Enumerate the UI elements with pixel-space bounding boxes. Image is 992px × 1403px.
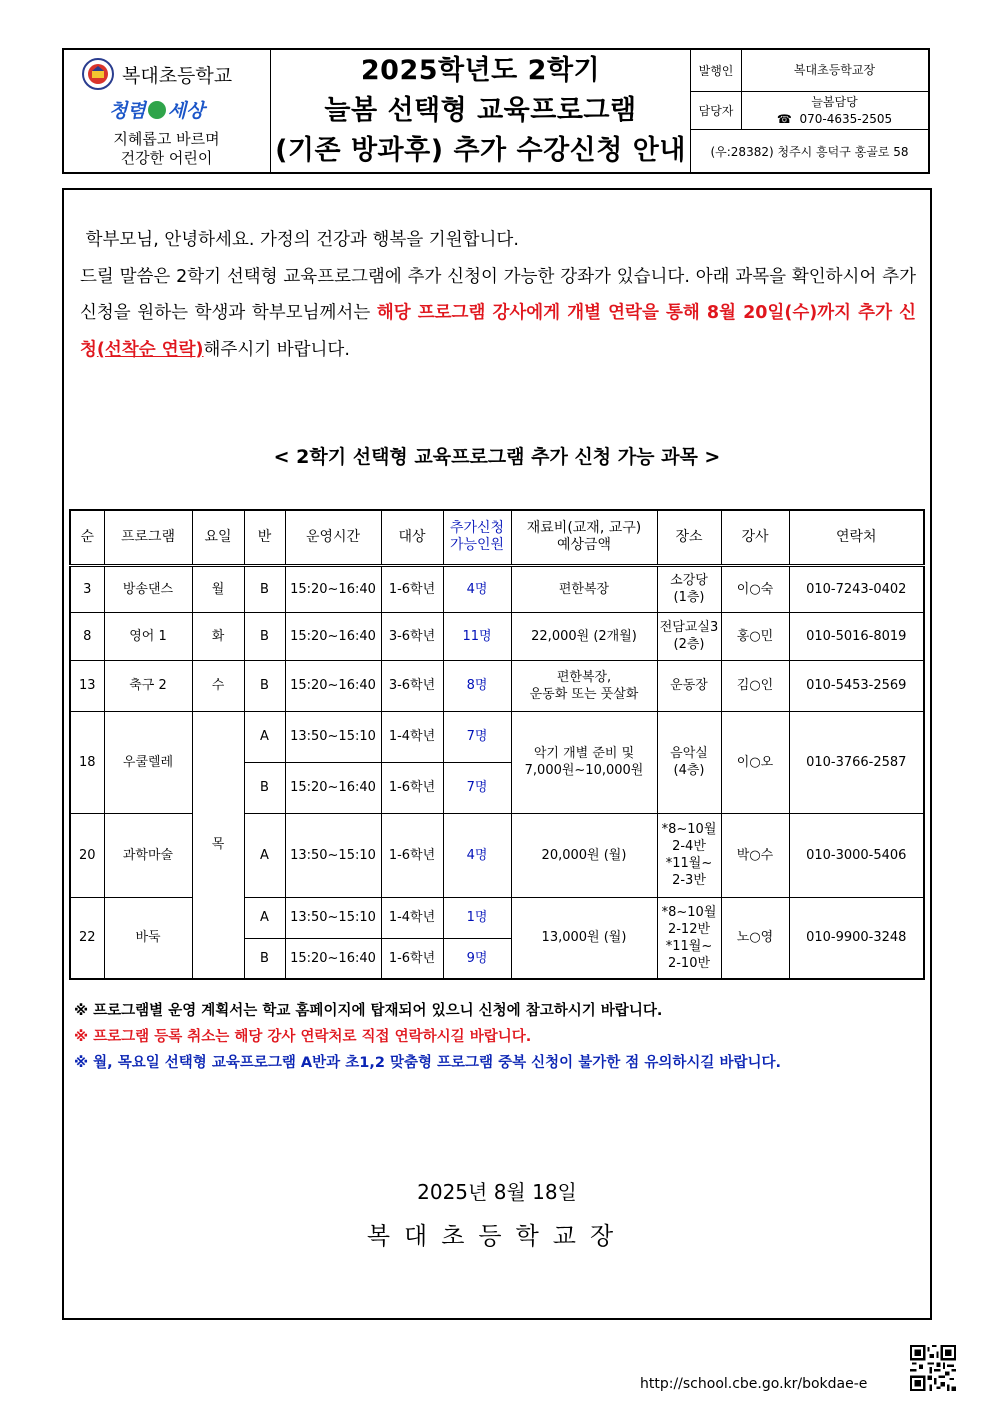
title-line-2: 늘봄 선택형 교육프로그램 [324,95,637,126]
cell-program: 바둑 [104,897,192,979]
integrity-slogan-logo [109,96,204,123]
cell-class: A [244,711,285,762]
cell-capacity: 4명 [443,565,511,612]
cell-phone: 010-7243-0402 [789,565,924,612]
col-class: 반 [244,510,285,565]
contact-value [741,92,928,129]
cell-time: 15:20~16:40 [285,612,381,660]
school-name: 복대초등학교 [122,65,233,87]
col-time: 운영시간 [285,510,381,565]
cell-target: 1-4학년 [381,711,443,762]
cell-time: 15:20~16:40 [285,938,381,979]
col-capacity: 추가신청 가능인원 [443,510,511,565]
school-logo-block [64,50,271,172]
title-line-3: (기존 방과후) 추가 수강신청 안내 [275,135,686,166]
greeting-text: 학부모님, 안녕하세요. 가정의 건강과 행복을 기원합니다. [85,230,519,250]
cell-capacity: 8명 [443,660,511,711]
issue-date: 2025년 8월 18일 [417,1180,577,1204]
cell-fee: 편한복장, 운동화 또는 풋살화 [511,660,657,711]
cell-class: B [244,938,285,979]
cell-teacher: 홍○민 [721,612,789,660]
slogan-word-2: 세상 [167,100,205,122]
cell-phone: 010-5453-2569 [789,660,924,711]
cell-no: 18 [70,711,104,813]
cell-place: *8~10월 2-4반 *11월~ 2-3반 [657,813,721,897]
col-teacher: 강사 [721,510,789,565]
cell-day: 월 [192,565,244,612]
cell-target: 1-6학년 [381,938,443,979]
cell-no: 3 [70,565,104,612]
cell-teacher: 이○숙 [721,565,789,612]
note-duplicate: ※ 월, 목요일 선택형 교육프로그램 A반과 초1,2 맞춤형 프로그램 중복 신청이 불가한 점 유의하시길 바랍니다. [74,1055,781,1071]
cell-time: 13:50~15:10 [285,897,381,938]
cell-fee: 악기 개별 준비 및 7,000원~10,000원 [511,711,657,813]
motto-line-2: 건강한 어린이 [120,149,213,167]
col-program: 프로그램 [104,510,192,565]
cell-day: 수 [192,660,244,711]
cell-target: 1-6학년 [381,762,443,813]
col-phone: 연락처 [789,510,924,565]
cell-teacher: 이○오 [721,711,789,813]
qr-code-icon[interactable] [910,1345,956,1391]
cell-class: A [244,813,285,897]
cell-time: 15:20~16:40 [285,660,381,711]
intro-text [80,222,916,368]
cell-day: 목 [192,711,244,979]
cell-capacity: 1명 [443,897,511,938]
cell-fee: 13,000원 (월) [511,897,657,979]
cell-program: 영어 1 [104,612,192,660]
cell-target: 1-4학년 [381,897,443,938]
document-header [62,48,930,174]
cell-phone: 010-5016-8019 [789,612,924,660]
cell-time: 13:50~15:10 [285,813,381,897]
contact-phone: 070-4635-2505 [799,111,893,126]
col-no: 순 [70,510,104,565]
phone-icon: ☎ [776,111,792,126]
publisher-row [691,50,928,92]
intro-highlight: 해당 프로그램 강사에게 개별 연락을 통해 8월 20일(수)까지 추가 신청 [80,303,917,360]
cell-place: *8~10월 2-12반 *11월~ 2-10반 [657,897,721,979]
table-row [70,565,924,612]
cell-class: A [244,897,285,938]
cell-class: B [244,762,285,813]
cell-place: 운동장 [657,660,721,711]
cell-phone: 010-3766-2587 [789,711,924,813]
notice-notes [74,998,924,1076]
table-row [70,660,924,711]
cell-capacity: 4명 [443,813,511,897]
school-homepage-url[interactable]: http://school.cbe.go.kr/bokdae-e [640,1376,868,1392]
cell-time: 13:50~15:10 [285,711,381,762]
publisher-label: 발행인 [691,50,742,91]
cell-class: B [244,565,285,612]
school-emblem-icon [82,58,114,90]
intro-highlight-first-come: (선착순 연락) [96,339,204,360]
cell-teacher: 김○인 [721,660,789,711]
school-motto [64,130,269,168]
col-day: 요일 [192,510,244,565]
cell-no: 13 [70,660,104,711]
cell-program: 과학마술 [104,813,192,897]
cell-phone: 010-3000-5406 [789,813,924,897]
cell-no: 22 [70,897,104,979]
cell-program: 방송댄스 [104,565,192,612]
cell-program: 축구 2 [104,660,192,711]
slogan-word-1: 청렴 [109,100,146,122]
intro-paragraph [80,259,916,369]
contact-row [691,92,928,130]
table-row [70,612,924,660]
table-row [70,711,924,762]
cell-place: 전담교실3 (2층) [657,612,721,660]
cell-teacher: 박○수 [721,813,789,897]
document-title [271,50,691,172]
note-cancellation: ※ 프로그램 등록 취소는 해당 강사 연락처로 직접 연락하시길 바랍니다. [74,1029,532,1045]
intro-text-start: 드릴 말씀은 2학기 선택형 교육프로그램에 추가 신청이 가능한 강좌가 있습니다. 아래 과목을 확인하시어 추가 신청을 원하는 학생과 학부모님께서는 [80,266,916,323]
cell-capacity: 7명 [443,711,511,762]
slogan-dot-icon [148,101,166,119]
publisher-value: 복대초등학교장 [793,63,876,77]
cell-place: 소강당 (1층) [657,565,721,612]
cell-time: 15:20~16:40 [285,762,381,813]
cell-no: 20 [70,813,104,897]
table-header-row [70,510,924,565]
cell-day: 화 [192,612,244,660]
note-homepage: ※ 프로그램별 운영 계획서는 학교 홈페이지에 탑재되어 있으니 신청에 참고하시기 바랍니다. [74,1003,663,1019]
greeting-line [80,222,916,259]
cell-capacity: 7명 [443,762,511,813]
cell-teacher: 노○영 [721,897,789,979]
cell-fee: 22,000원 (2개월) [511,612,657,660]
program-table [69,509,925,980]
cell-time: 15:20~16:40 [285,565,381,612]
col-place: 장소 [657,510,721,565]
contact-phone-line [777,111,892,128]
principal-signature: 복대초등학교장 [366,1222,628,1250]
intro-text-end: 해주시기 바랍니다. [203,339,350,360]
cell-target: 3-6학년 [381,660,443,711]
cell-target: 1-6학년 [381,813,443,897]
cell-target: 3-6학년 [381,612,443,660]
contact-name: 늘봄담당 [811,94,858,109]
cell-place: 음악실 (4층) [657,711,721,813]
title-line-1: 2025학년도 2학기 [360,55,601,86]
cell-fee: 편한복장 [511,565,657,612]
cell-phone: 010-9900-3248 [789,897,924,979]
cell-fee: 20,000원 (월) [511,813,657,897]
table-title: < 2학기 선택형 교육프로그램 추가 신청 가능 과목 > [273,446,721,468]
cell-capacity: 9명 [443,938,511,979]
cell-program: 우쿨렐레 [104,711,192,813]
motto-line-1: 지혜롭고 바르며 [113,130,220,148]
cell-capacity: 11명 [443,612,511,660]
col-fee: 재료비(교재, 교구) 예상금액 [511,510,657,565]
cell-class: B [244,612,285,660]
cell-class: B [244,660,285,711]
col-target: 대상 [381,510,443,565]
cell-no: 8 [70,612,104,660]
cell-target: 1-6학년 [381,565,443,612]
publication-info [691,50,928,172]
school-address: (우:28382) 청주시 흥덕구 홍골로 58 [710,144,909,159]
contact-label: 담당자 [691,92,742,129]
